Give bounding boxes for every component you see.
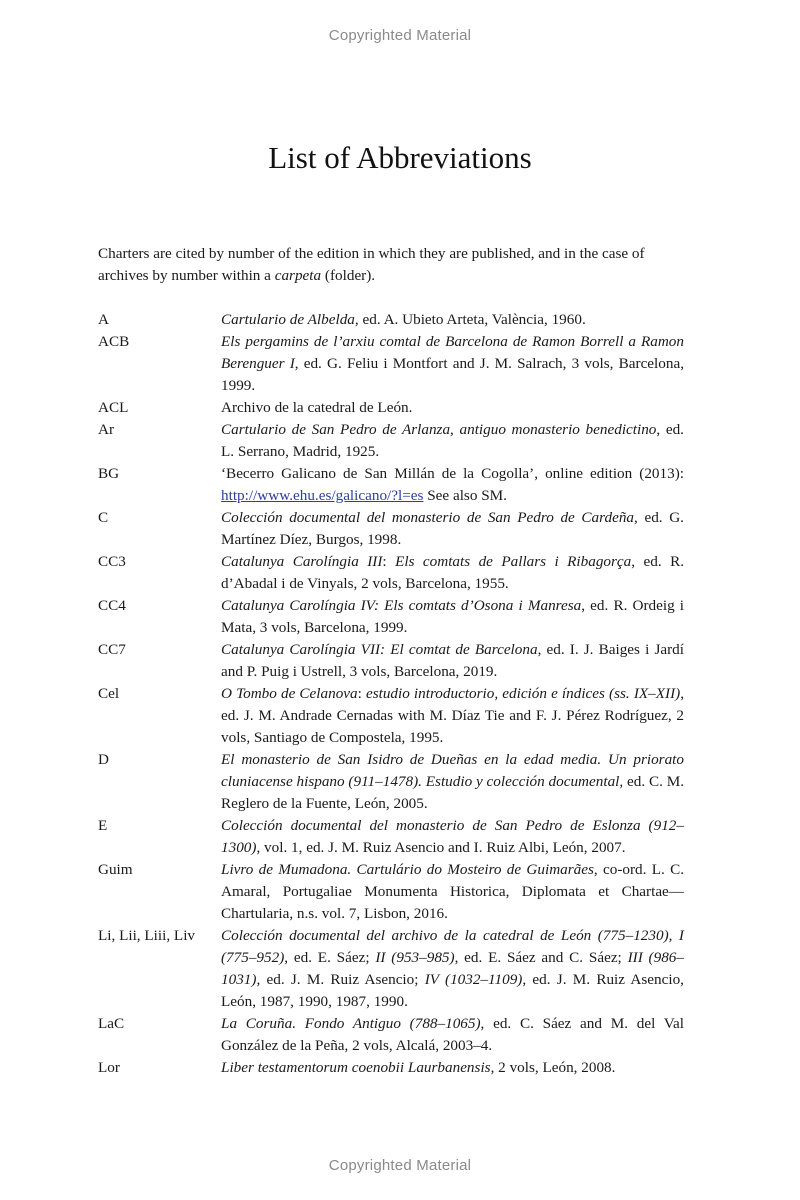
citation-text: Archivo de la catedral de León. — [221, 399, 413, 416]
abbreviation-entry — [98, 749, 684, 815]
intro-paragraph — [98, 243, 684, 287]
abbreviation-description — [221, 815, 684, 859]
abbreviation-term: Cel — [98, 685, 120, 702]
abbreviation-entry — [98, 419, 684, 463]
abbreviation-term: CC4 — [98, 597, 126, 614]
citation-text: , ed. J. M. Ruiz Asencio, León, 1987, 1990, 1987, 1990. — [221, 971, 684, 1010]
abbreviation-entry — [98, 639, 684, 683]
abbreviation-term: BG — [98, 465, 120, 482]
intro-text-end: (folder). — [321, 267, 376, 284]
italic-title: Els comtats de Pallars i Ribagorça — [395, 553, 632, 570]
citation-text: ‘Becerro Galicano de San Millán de la Cogolla’, online edition (2013): — [221, 465, 684, 482]
abbreviation-description — [221, 595, 684, 639]
abbreviation-term: C — [98, 509, 109, 526]
abbreviation-term: CC7 — [98, 641, 126, 658]
abbreviation-description — [221, 507, 684, 551]
abbreviation-description — [221, 749, 684, 815]
italic-title: IV (1032–1109) — [424, 971, 523, 988]
page-title: List of Abbreviations — [268, 140, 532, 175]
italic-title: Colección documental del monasterio de San Pedro de Eslonza (912–1300) — [221, 817, 684, 856]
abbreviation-term: CC3 — [98, 553, 126, 570]
abbreviation-term: Li, Lii, Liii, Liv — [98, 927, 196, 944]
abbreviation-description — [221, 551, 684, 595]
citation-text: , 2 vols, León, 2008. — [490, 1059, 616, 1076]
abbreviation-entry — [98, 1057, 684, 1079]
italic-title: Catalunya Carolíngia III — [221, 553, 383, 570]
italic-title: Cartulario de Albelda — [221, 311, 355, 328]
abbreviation-description — [221, 397, 684, 419]
abbreviation-term: Ar — [98, 421, 115, 438]
italic-title: El monasterio de San Isidro de Dueñas en la edad media. Un priorato cluniacense hispano (911–1478). Estudio y colección documental — [221, 751, 684, 790]
abbreviation-description — [221, 463, 684, 507]
abbreviation-term: ACB — [98, 333, 130, 350]
abbreviation-description — [221, 925, 684, 1013]
italic-title: O Tombo de Celanova — [221, 685, 358, 702]
abbreviation-description — [221, 1013, 684, 1057]
abbreviation-entry — [98, 309, 684, 331]
abbreviation-term: A — [98, 311, 109, 328]
abbreviation-entry — [98, 1013, 684, 1057]
abbreviation-term: Lor — [98, 1059, 120, 1076]
citation-text: : — [357, 685, 366, 702]
url-link[interactable]: http://www.ehu.es/galicano/?l=es — [221, 487, 424, 504]
italic-title: La Coruña. Fondo Antiguo (788–1065) — [221, 1015, 481, 1032]
citation-text: , ed. L. Serrano, Madrid, 1925. — [221, 421, 684, 460]
citation-text: , ed. E. Sáez and C. Sáez; — [454, 949, 628, 966]
abbreviation-term: ACL — [98, 399, 129, 416]
abbreviation-entry — [98, 397, 684, 419]
italic-title: Liber testamentorum coenobii Laurbanensis — [221, 1059, 491, 1076]
italic-title: Catalunya Carolíngia VII: El comtat de Barcelona — [221, 641, 538, 658]
italic-title: estudio introductorio, edición e índices (ss. IX–XII) — [365, 685, 681, 702]
abbreviation-description — [221, 419, 684, 463]
abbreviation-description — [221, 309, 684, 331]
citation-text: , ed. E. Sáez; — [284, 949, 376, 966]
citation-text: , co-ord. L. C. Amaral, Portugaliae Monumenta Historica, Diplomata et Chartae—Chartularia, n.s. vol. 7, Lisbon, 2016. — [221, 861, 684, 922]
citation-text: , ed. J. M. Ruiz Asencio; — [256, 971, 425, 988]
italic-title: Els pergamins de l’arxiu comtal de Barcelona de Ramon Borrell a Ramon Berenguer I — [221, 333, 684, 372]
intro-text: Charters are cited by number of the edition in which they are published, and in the case of archives by number within a — [98, 245, 645, 284]
italic-title: Colección documental del archivo de la catedral de León (775–1230), I (775–952) — [221, 927, 684, 966]
abbreviation-description — [221, 859, 684, 925]
intro-italic-term: carpeta — [274, 267, 322, 284]
citation-text: See also SM. — [423, 487, 507, 504]
abbreviation-entry — [98, 683, 684, 749]
abbreviation-entry — [98, 859, 684, 925]
abbreviation-entry — [98, 925, 684, 1013]
italic-title: II (953–985) — [375, 949, 455, 966]
abbreviation-term: D — [98, 751, 109, 768]
watermark-top: Copyrighted Material — [328, 27, 472, 44]
italic-title: III (986–1031) — [221, 949, 684, 988]
citation-text: , ed. R. d’Abadal i de Vinyals, 2 vols, Barcelona, 1955. — [221, 553, 684, 592]
abbreviation-entry — [98, 331, 684, 397]
citation-text: , ed. C. Sáez and M. del Val González de la Peña, 2 vols, Alcalá, 2003–4. — [221, 1015, 684, 1054]
abbreviation-term: E — [98, 817, 108, 834]
abbreviation-description — [221, 639, 684, 683]
abbreviation-term: LaC — [98, 1015, 125, 1032]
abbreviation-description — [221, 1057, 684, 1079]
abbreviation-entry — [98, 551, 684, 595]
abbreviation-description — [221, 331, 684, 397]
citation-text: , ed. C. M. Reglero de la Fuente, León, 2005. — [221, 773, 685, 812]
citation-text: , ed. A. Ubieto Arteta, València, 1960. — [354, 311, 586, 328]
italic-title: Livro de Mumadona. Cartulário do Mosteiro de Guimarães — [221, 861, 594, 878]
citation-text: , ed. G. Feliu i Montfort and J. M. Salrach, 3 vols, Barcelona, 1999. — [221, 355, 684, 394]
citation-text: , vol. 1, ed. J. M. Ruiz Asencio and I. Ruiz Albi, León, 2007. — [256, 839, 626, 856]
citation-text: : — [382, 553, 396, 570]
abbreviation-entry — [98, 595, 684, 639]
italic-title: Colección documental del monasterio de San Pedro de Cardeña — [221, 509, 635, 526]
italic-title: Cartulario de San Pedro de Arlanza, antiguo monasterio benedictino — [221, 421, 657, 438]
abbreviation-list — [98, 309, 684, 1079]
abbreviation-term: Guim — [98, 861, 133, 878]
citation-text: , ed. I. J. Baiges i Jardí and P. Puig i Ustrell, 3 vols, Barcelona, 2019. — [221, 641, 684, 680]
abbreviation-description — [221, 683, 684, 749]
abbreviation-entry — [98, 815, 684, 859]
watermark-bottom: Copyrighted Material — [328, 1157, 472, 1174]
citation-text: , ed. G. Martínez Díez, Burgos, 1998. — [221, 509, 684, 548]
abbreviation-entry — [98, 463, 684, 507]
abbreviation-entry — [98, 507, 684, 551]
italic-title: Catalunya Carolíngia IV: Els comtats d’Osona i Manresa — [221, 597, 582, 614]
citation-text: , ed. R. Ordeig i Mata, 3 vols, Barcelona, 1999. — [221, 597, 685, 636]
citation-text: , ed. J. M. Andrade Cernadas with M. Díaz Tie and F. J. Pérez Rodríguez, 2 vols, Santiago de Compostela, 1995. — [221, 685, 684, 746]
